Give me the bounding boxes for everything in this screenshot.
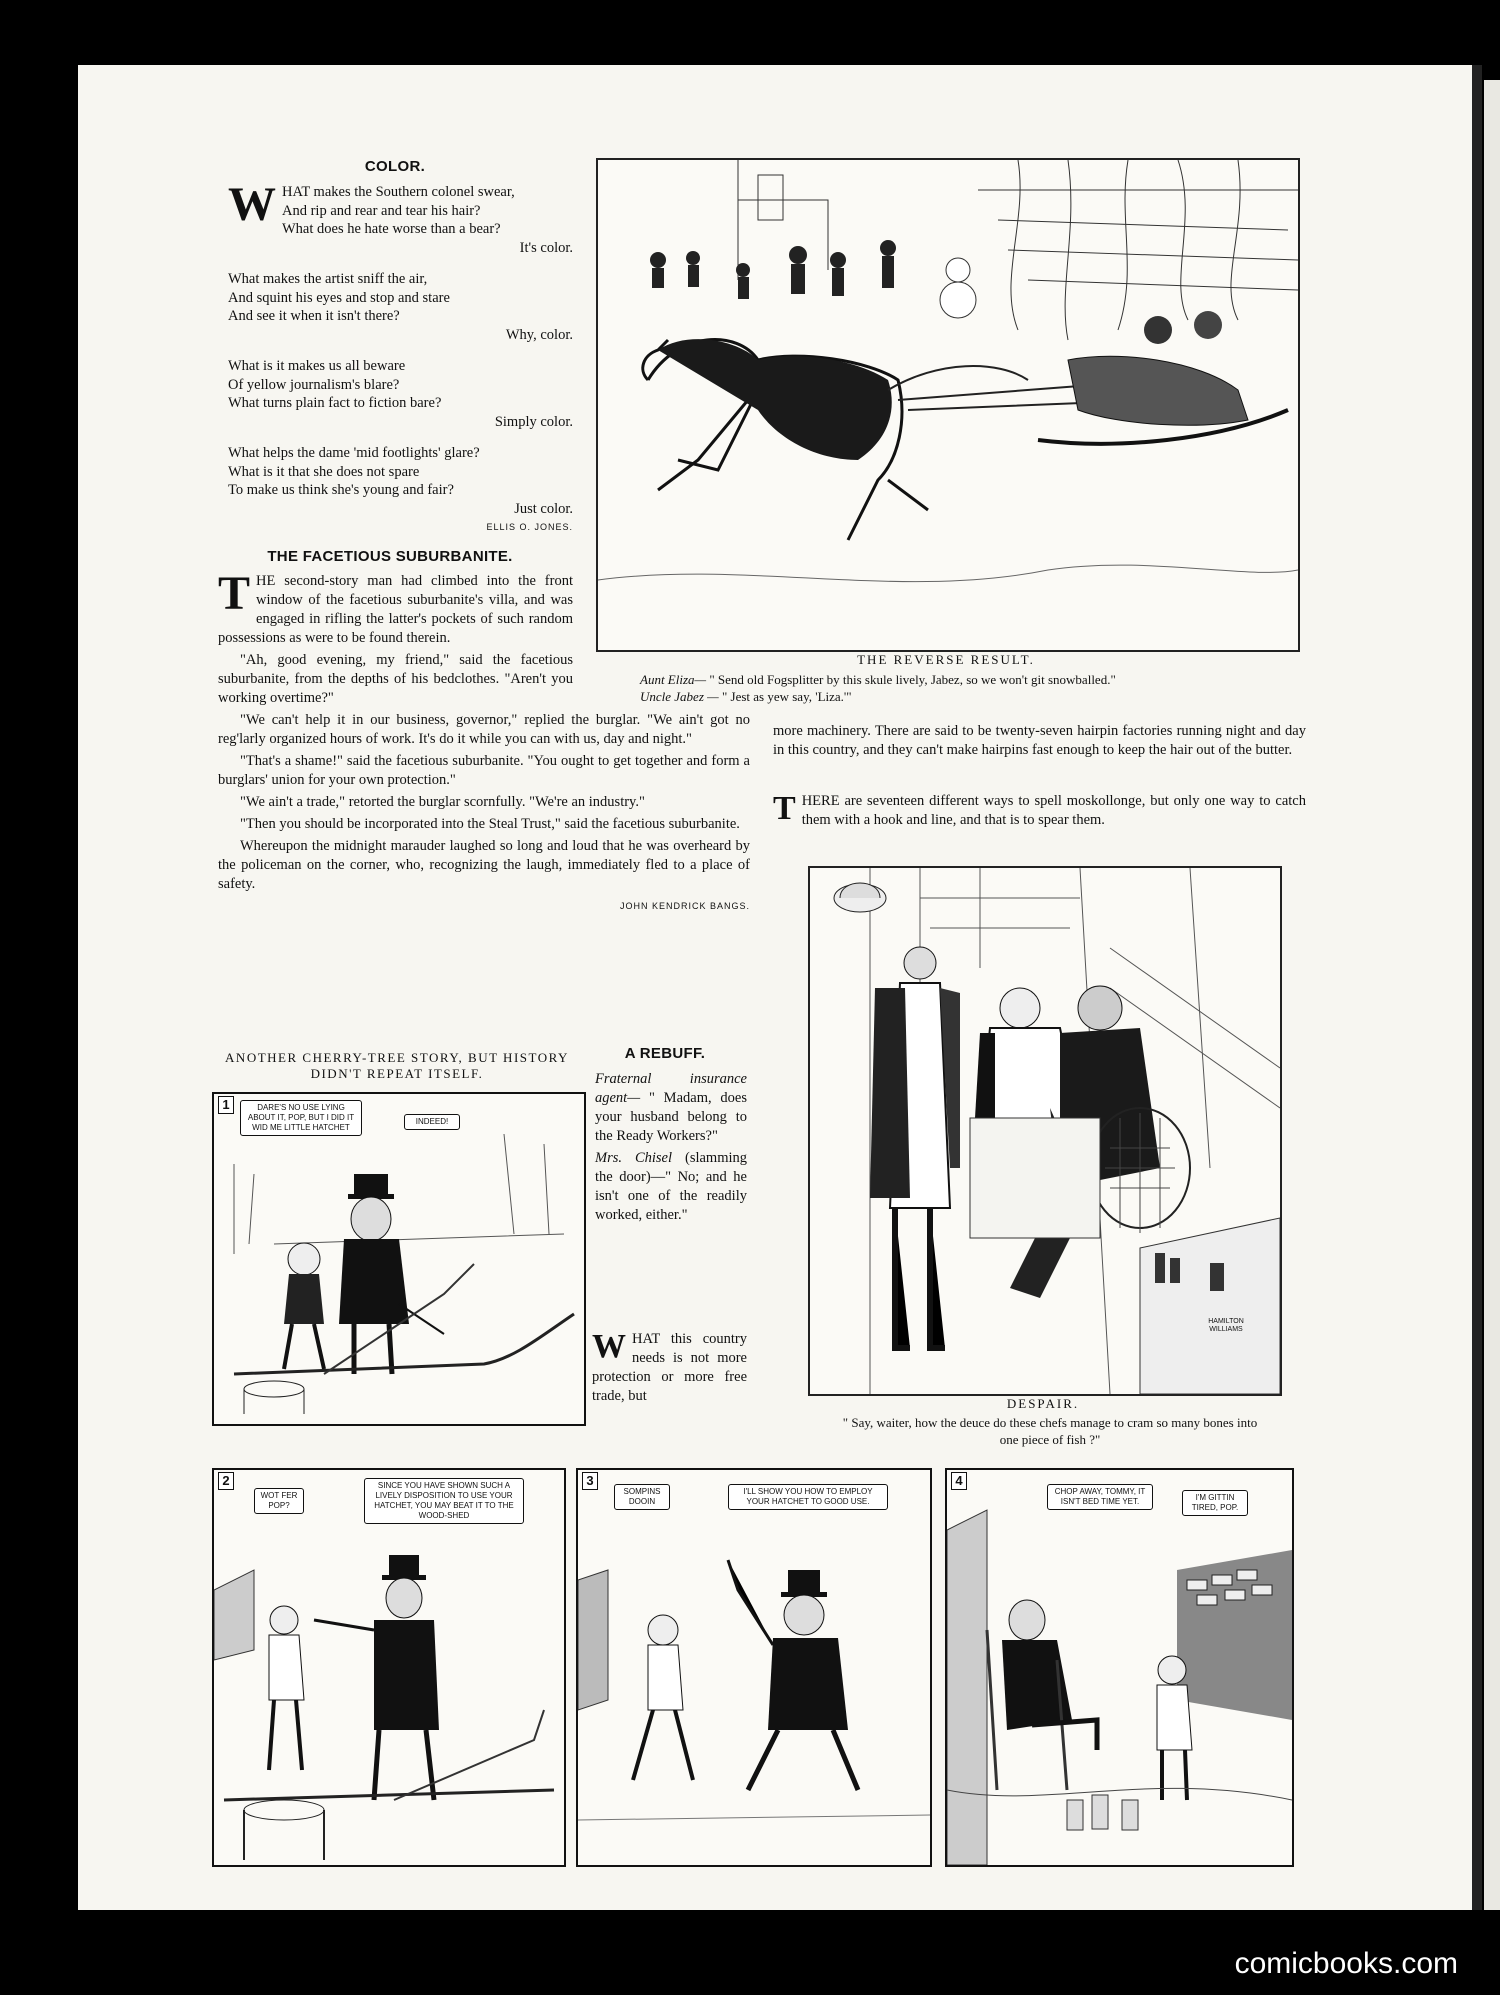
poem-line: What is it makes us all beware — [228, 358, 406, 374]
comic-panel-1 — [212, 1092, 586, 1426]
poem-line: HAT makes the Southern colonel swear, — [282, 184, 515, 200]
panel-3-drawing — [578, 1470, 930, 1865]
speech-bubble: I'M GITTIN TIRED, POP. — [1182, 1490, 1248, 1516]
artist-signature: HAMILTON WILLIAMS — [1208, 1318, 1244, 1333]
panel-2-drawing — [214, 1470, 564, 1865]
restaurant-drawing — [810, 868, 1280, 1394]
hairpins-paragraph: more machinery. There are said to be twenty-seven hairpin factories running night and day in this country, and they can't make hairpins fast enough to keep the hair out of the butter. — [773, 723, 1306, 758]
watermark: comicbooks.com — [1234, 1947, 1458, 1980]
despair-title: DESPAIR. — [1006, 1396, 1080, 1411]
color-title: COLOR. — [364, 158, 426, 175]
comic-panel-4 — [945, 1468, 1294, 1867]
panel-4-drawing — [947, 1470, 1292, 1865]
rebuff-dialogue: " Madam, does your husband belong to the Ready Workers?" — [595, 1090, 747, 1144]
stanza-4 — [228, 444, 573, 518]
moskollonge-paragraph — [773, 792, 1306, 830]
dialogue: " Send old Fogsplitter by this skule lively, Jabez, so we won't git snowballed." — [709, 672, 1116, 687]
poem-refrain: Just color. — [514, 500, 573, 517]
rebuff-dialogue: (slamming the door)—" No; and he isn't one of the readily worked, either." — [595, 1150, 748, 1223]
article-paragraph: "That's a shame!" said the facetious suburbanite. "You ought to get together and form a burglars' union for your own protection." — [218, 753, 750, 788]
speaker: Uncle Jabez — — [640, 689, 719, 704]
poem-line: And rip and rear and tear his hair? — [282, 202, 481, 219]
color-byline: ELLIS O. JONES. — [486, 522, 573, 532]
speech-bubble: DARE'S NO USE LYING ABOUT IT, POP, BUT I DID IT WID ME LITTLE HATCHET — [240, 1100, 362, 1136]
suburbanite-narrow-column — [218, 567, 573, 648]
article-paragraph: Whereupon the midnight marauder laughed so long and loud that he was overheard by the policeman on the corner, who, recognizing the laugh, immediately fled to a place of safety. — [218, 838, 750, 892]
protection-dropcap: W — [592, 1328, 626, 1365]
suburbanite-article — [218, 567, 750, 916]
comic-panel-3 — [576, 1468, 932, 1867]
reverse-result-title: THE REVERSE RESULT. — [857, 652, 1035, 667]
protection-paragraph — [592, 1330, 747, 1406]
article-paragraph: "Then you should be incorporated into the Steal Trust," said the facetious suburbanite. — [240, 816, 740, 832]
speech-bubble: SINCE YOU HAVE SHOWN SUCH A LIVELY DISPOSITION TO USE YOUR HATCHET, YOU MAY BEAT IT TO THE WOOD-SHED — [364, 1478, 524, 1524]
page-edge — [1472, 65, 1482, 1910]
moskollonge-text: HERE are seventeen different ways to spell moskollonge, but only one way to catch them with a hook and line, and that is to spear them. — [801, 793, 1306, 828]
rebuff-speaker: Fraternal insurance agent— — [595, 1071, 747, 1106]
panel-1-drawing — [214, 1094, 584, 1424]
panel-number: 3 — [582, 1472, 598, 1490]
stanza-2 — [228, 270, 573, 344]
poem-line: What does he hate worse than a bear? — [282, 221, 501, 237]
poem-refrain: It's color. — [519, 239, 573, 256]
comic-panel-2 — [212, 1468, 566, 1867]
speech-bubble: CHOP AWAY, TOMMY, IT ISN'T BED TIME YET. — [1047, 1484, 1153, 1510]
moskollonge-dropcap: T — [773, 790, 796, 827]
panel-number: 4 — [951, 1472, 967, 1490]
speech-bubble: INDEED! — [404, 1114, 460, 1130]
panel-number: 2 — [218, 1472, 234, 1490]
cherry-tree-title: ANOTHER CHERRY-TREE STORY, BUT HISTORY DIDN'T REPEAT ITSELF. — [225, 1050, 569, 1081]
poem-line: And squint his eyes and stop and stare — [228, 289, 450, 306]
article-paragraph: "We can't help it in our business, governor," replied the burglar. "We ain't got no reg'larly organized hours of work. It's do it while you can with us, day and night." — [218, 712, 750, 747]
color-dropcap: W — [228, 178, 276, 231]
next-page-strip — [1484, 80, 1500, 1910]
poem-line: Of yellow journalism's blare? — [228, 376, 400, 393]
rebuff-speaker: Mrs. Chisel — [595, 1150, 673, 1166]
article-paragraph: "We ain't a trade," retorted the burglar scornfully. "We're an industry." — [240, 794, 645, 810]
poem-refrain: Simply color. — [494, 413, 573, 430]
dialogue: " Jest as yew say, 'Liza.'" — [721, 689, 852, 704]
speech-bubble: SOMPINS DOOIN — [614, 1484, 670, 1510]
despair-illustration — [808, 866, 1282, 1396]
protection-text: HAT this country needs is not more protection or more free trade, but — [592, 1331, 747, 1404]
suburbanite-byline: JOHN KENDRICK BANGS. — [619, 901, 750, 911]
poem-line: What helps the dame 'mid footlights' glare? — [228, 445, 480, 461]
speech-bubble: I'LL SHOW YOU HOW TO EMPLOY YOUR HATCHET TO GOOD USE. — [728, 1484, 888, 1510]
speaker: Aunt Eliza— — [640, 672, 707, 687]
poem-line: And see it when it isn't there? — [228, 308, 400, 324]
color-poem — [228, 178, 573, 537]
despair-caption: " Say, waiter, how the deuce do these chefs manage to cram so many bones into one piece of fish ?" — [842, 1415, 1258, 1447]
suburbanite-dropcap: T — [218, 567, 251, 620]
poem-line: What is it that she does not spare — [228, 463, 420, 480]
poem-line: To make us think she's young and fair? — [228, 482, 454, 498]
article-paragraph: "Ah, good evening, my friend," said the facetious suburbanite, from the depths of his bedclothes. "Aren't you working overtime?" — [218, 652, 573, 706]
poem-refrain: Why, color. — [505, 326, 573, 343]
rebuff-title: A REBUFF. — [624, 1045, 706, 1062]
stanza-1 — [228, 178, 573, 257]
poem-line: What makes the artist sniff the air, — [228, 271, 428, 287]
stanza-3 — [228, 357, 573, 431]
speech-bubble: WOT FER POP? — [254, 1488, 304, 1514]
suburbanite-title: THE FACETIOUS SUBURBANITE. — [267, 548, 513, 565]
article-paragraph: HE second-story man had climbed into the front window of the facetious suburbanite's villa, and was engaged in rifling the latter's pockets of such random possessions as were to be found therein. — [218, 573, 573, 646]
panel-number: 1 — [218, 1096, 234, 1114]
poem-line: What turns plain fact to fiction bare? — [228, 395, 442, 411]
rebuff-article — [595, 1070, 747, 1228]
